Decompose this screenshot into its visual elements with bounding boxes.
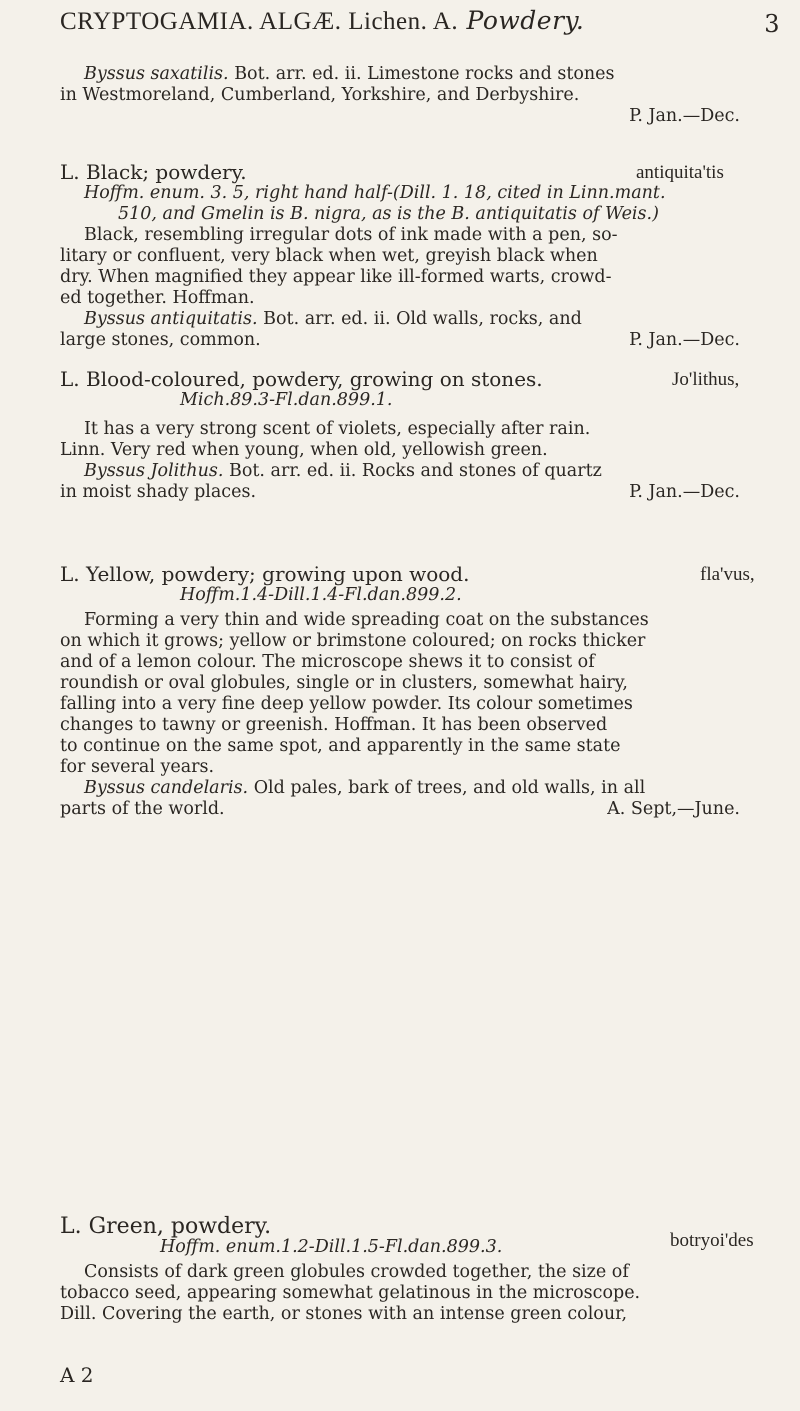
reference: Hoffm. enum.1.2-Dill.1.5-Fl.dan.899.3. (160, 1237, 503, 1257)
description: falling into a very fine deep yellow powder. Its colour sometimes (60, 694, 633, 714)
entry-heading: L. Black; powdery. (60, 160, 247, 184)
reference: Hoffm. enum. 3. 5, right hand half-(Dill. 1. 18, cited in Linn.mant. (84, 183, 666, 203)
description: Linn. Very red when young, when old, yellowish green. (60, 440, 548, 460)
species-name: Byssus Jolithus. (84, 461, 224, 481)
description: Dill. Covering the earth, or stones with an intense green colour, (60, 1304, 628, 1324)
description: on which it grows; yellow or brimstone coloured; on rocks thicker (60, 631, 646, 651)
margin-species-botryoides: botryoi'des (670, 1230, 754, 1251)
description: dry. When magnified they appear like ill-formed warts, crowd- (60, 267, 612, 287)
species-name: Byssus antiquitatis. (84, 309, 258, 329)
entry-continuation (60, 64, 760, 127)
description: ed together. Hoffman. (60, 288, 255, 308)
header-title: CRYPTOGAMIA. ALGÆ. Lichen. A. (60, 8, 459, 35)
description: It has a very strong scent of violets, especially after rain. (84, 419, 591, 439)
entry-antiquitatis (60, 162, 760, 351)
flowering-time: A. Sept,—June. (607, 799, 740, 819)
locality-text: in Westmoreland, Cumberland, Yorkshire, and Derbyshire. (60, 85, 580, 105)
flowering-time: P. Jan.—Dec. (629, 330, 740, 350)
locality-text: parts of the world. (60, 799, 225, 819)
entry-heading: L. Green, powdery. (60, 1214, 272, 1239)
locality-text: Bot. arr. ed. ii. Old walls, rocks, and (263, 309, 582, 329)
flowering-time: P. Jan.—Dec. (629, 482, 740, 502)
description: for several years. (60, 757, 215, 777)
entry-jolithus (60, 369, 760, 503)
description: changes to tawny or greenish. Hoffman. It has been observed (60, 715, 608, 735)
species-name: Byssus saxatilis. (84, 64, 229, 84)
entry-flavus (60, 564, 760, 820)
description: litary or confluent, very black when wet, greyish black when (60, 246, 598, 266)
margin-species-flavus: fla'vus, (700, 564, 755, 585)
margin-species-jolithus: Jo'lithus, (672, 369, 740, 390)
locality-text: in moist shady places. (60, 482, 257, 502)
printer-signature: A 2 (60, 1363, 94, 1387)
locality-text: Bot. arr. ed. ii. Rocks and stones of quartz (228, 461, 602, 481)
locality-text: large stones, common. (60, 330, 261, 350)
flowering-time: P. Jan.—Dec. (629, 106, 740, 126)
header-title-italic: Powdery. (466, 6, 585, 35)
reference: Mich.89.3-Fl.dan.899.1. (180, 390, 393, 410)
reference: Hoffm.1.4-Dill.1.4-Fl.dan.899.2. (180, 585, 462, 605)
description: Black, resembling irregular dots of ink made with a pen, so- (84, 225, 618, 245)
description: and of a lemon colour. The microscope shews it to consist of (60, 652, 595, 672)
margin-species-antiquitatis: antiquita'tis (636, 162, 724, 183)
description: roundish or oval globules, single or in clusters, somewhat hairy, (60, 673, 628, 693)
locality-text: Old pales, bark of trees, and old walls, in all (253, 778, 646, 798)
description: tobacco seed, appearing somewhat gelatinous in the microscope. (60, 1283, 641, 1303)
page-number: 3 (764, 10, 780, 38)
description: Forming a very thin and wide spreading coat on the substances (84, 610, 649, 630)
running-header (60, 6, 780, 36)
species-name: Byssus candelaris. (84, 778, 249, 798)
entry-heading: L. Blood-coloured, powdery, growing on stones. (60, 367, 543, 391)
reference: 510, and Gmelin is B. nigra, as is the B. antiquitatis of Weis.) (118, 204, 659, 224)
entry-heading: L. Yellow, powdery; growing upon wood. (60, 562, 470, 586)
entry-botryoides (60, 1216, 760, 1325)
locality-text: Bot. arr. ed. ii. Limestone rocks and stones (234, 64, 615, 84)
description: Consists of dark green globules crowded together, the size of (84, 1262, 629, 1282)
description: to continue on the same spot, and apparently in the same state (60, 736, 621, 756)
